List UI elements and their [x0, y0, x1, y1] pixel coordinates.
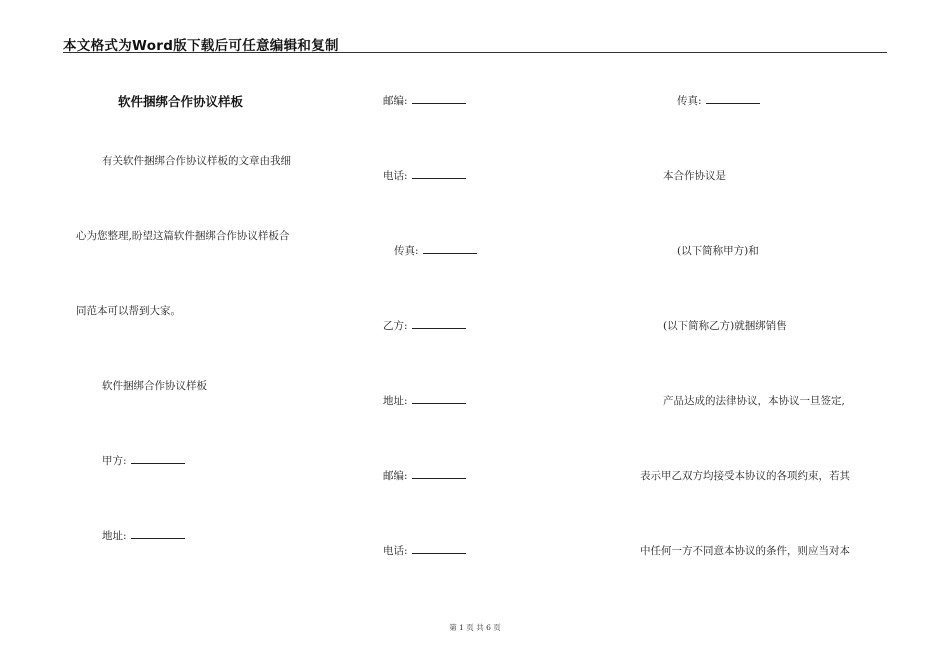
- address-blank-2: [412, 394, 466, 404]
- party-a-blank: [131, 454, 185, 464]
- phone-label-1: 电话:: [383, 170, 408, 182]
- address-field-1: [102, 529, 185, 543]
- phone-field-2: [383, 544, 466, 558]
- right-line-6: 中任何一方不同意本协议的条件，则应当对本: [640, 545, 850, 557]
- phone-blank-1: [412, 169, 466, 179]
- header-title: 本文格式为Word版下载后可任意编辑和复制: [63, 38, 339, 54]
- postcode-blank-2: [412, 469, 466, 479]
- right-line-1: 本合作协议是: [663, 170, 726, 182]
- page-number: 第 1 页 共 6 页: [449, 623, 501, 632]
- fax-label-1: 传真:: [394, 245, 419, 257]
- postcode-field-1: [383, 94, 466, 108]
- address-field-2: [383, 394, 466, 408]
- right-line-2: (以下简称甲方)和: [677, 245, 759, 257]
- party-b-label: 乙方:: [383, 320, 408, 332]
- phone-label-2: 电话:: [383, 545, 408, 557]
- address-blank-1: [131, 529, 185, 539]
- document-title: 软件捆绑合作协议样板: [118, 94, 244, 109]
- postcode-blank-1: [412, 94, 466, 104]
- right-line-5: 表示甲乙双方均接受本协议的各项约束，若其: [640, 470, 850, 482]
- phone-field-1: [383, 169, 466, 183]
- paragraph-line-2: 心为您整理,盼望这篇软件捆绑合作协议样板合: [76, 230, 290, 242]
- postcode-label-2: 邮编:: [383, 470, 408, 482]
- page-header: [63, 34, 887, 53]
- party-a-label: 甲方:: [102, 455, 127, 467]
- fax-label-2: 传真:: [677, 95, 702, 107]
- phone-blank-2: [412, 544, 466, 554]
- address-label-2: 地址:: [383, 395, 408, 407]
- paragraph-line-1: 有关软件捆绑合作协议样板的文章由我细: [102, 155, 291, 167]
- party-a-field: [102, 454, 185, 468]
- postcode-label-1: 邮编:: [383, 95, 408, 107]
- right-line-4: 产品达成的法律协议，本协议一旦签定,: [663, 395, 845, 407]
- fax-blank-1: [423, 244, 477, 254]
- address-label-1: 地址:: [102, 530, 127, 542]
- agreement-heading: 软件捆绑合作协议样板: [102, 380, 207, 392]
- fax-field-1: [394, 244, 477, 258]
- right-line-3: (以下简称乙方)就捆绑销售: [663, 320, 787, 332]
- fax-blank-2: [706, 94, 760, 104]
- fax-field-2: [677, 94, 760, 108]
- postcode-field-2: [383, 469, 466, 483]
- party-b-blank: [412, 319, 466, 329]
- party-b-field: [383, 319, 466, 333]
- paragraph-line-3: 同范本可以帮到大家。: [76, 305, 181, 317]
